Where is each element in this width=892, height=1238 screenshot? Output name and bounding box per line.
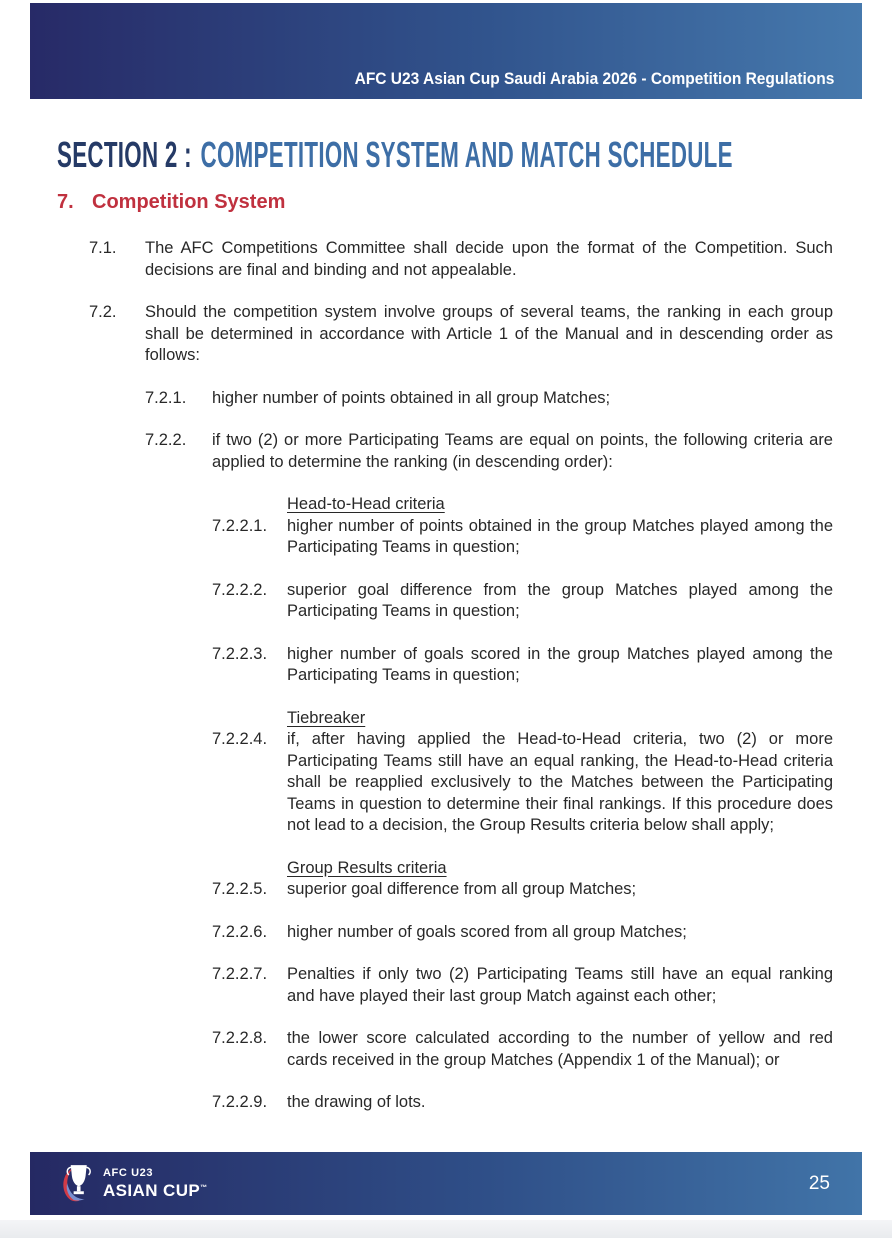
section-title: COMPETITION SYSTEM AND MATCH SCHEDULE	[200, 134, 733, 175]
clause-number: 7.2.2.1.	[212, 516, 268, 535]
clause-text: higher number of goals scored from all group Matches;	[287, 922, 687, 941]
clause-7-2-2-5	[0, 858, 833, 901]
criteria-heading-tiebreaker: Tiebreaker	[287, 708, 366, 727]
clause-number: 7.2.2.	[145, 431, 187, 449]
clause-number: 7.2.2.9.	[212, 1093, 268, 1111]
clause-7-2-2-4	[0, 708, 833, 837]
clause-number: 7.2.	[89, 303, 117, 321]
header-banner	[30, 3, 862, 99]
section-title-line	[57, 134, 733, 176]
article-title: Competition System	[92, 191, 286, 213]
clause-text: Should the competition system involve groups of several teams, the ranking in each group shall be determined in accordance with Article 1 of the Manual and in descending order as follows:	[145, 303, 833, 364]
clause-number: 7.2.2.6.	[212, 922, 268, 941]
clause-text: higher number of goals scored in the group Matches played among the Participating Teams in question;	[287, 644, 833, 684]
clause-7-2-2	[0, 430, 833, 473]
clause-7-2-2-3	[0, 644, 833, 687]
clause-7-2-2-7	[0, 964, 833, 1007]
clause-text: higher number of points obtained in the group Matches played among the Participating Teams in question;	[287, 516, 833, 556]
article-heading	[57, 191, 285, 214]
clause-7-2	[0, 302, 833, 367]
clause-number: 7.2.2.7.	[212, 965, 268, 983]
trademark-symbol: ™	[200, 1184, 208, 1192]
criteria-heading-group-results: Group Results criteria	[287, 858, 447, 877]
clause-text: superior goal difference from the group Matches played among the Participating Teams in question;	[287, 580, 833, 620]
clause-text: the drawing of lots.	[287, 1093, 426, 1111]
clause-text: the lower score calculated according to the number of yellow and red cards received in the group Matches (Appendix 1 of the Manual); or	[287, 1029, 833, 1069]
afc-u23-asian-cup-logo	[62, 1161, 208, 1207]
footer-banner	[30, 1152, 862, 1215]
clause-text: if two (2) or more Participating Teams are equal on points, the following criteria are applied to determine the ranking (in descending order):	[212, 431, 833, 471]
logo-text-asian-cup: ASIAN CUP™	[103, 1181, 208, 1200]
clause-number: 7.2.2.8.	[212, 1029, 268, 1047]
page-number: 25	[808, 1172, 830, 1194]
clause-text: superior goal difference from all group Matches;	[287, 880, 637, 898]
clause-number: 7.1.	[89, 239, 117, 257]
criteria-heading-head-to-head: Head-to-Head criteria	[287, 495, 445, 513]
section-label: SECTION 2 :	[57, 134, 192, 175]
clause-text: The AFC Competitions Committee shall decide upon the format of the Competition. Such decisions are final and binding and not appealable.	[145, 239, 833, 279]
clause-number: 7.2.2.5.	[212, 880, 268, 898]
clause-text: higher number of points obtained in all group Matches;	[212, 388, 611, 407]
article-number: 7.	[57, 191, 74, 213]
clause-7-2-2-1	[0, 494, 833, 559]
clause-number: 7.2.2.2.	[212, 580, 268, 599]
logo-text-afc-u23: AFC U23	[103, 1167, 154, 1179]
clause-7-2-2-6	[0, 922, 833, 944]
header-title: AFC U23 Asian Cup Saudi Arabia 2026 - Competition Regulations	[354, 70, 834, 88]
page-bottom-edge	[0, 1220, 892, 1238]
clause-number: 7.2.1.	[145, 388, 187, 407]
clause-7-2-2-8	[0, 1028, 833, 1071]
clause-7-2-2-2	[0, 580, 833, 623]
clause-7-2-1	[0, 388, 833, 410]
clause-number: 7.2.2.4.	[212, 730, 268, 748]
trophy-icon	[62, 1161, 94, 1207]
clause-7-2-2-9	[0, 1092, 833, 1114]
clause-number: 7.2.2.3.	[212, 644, 268, 663]
clause-7-1	[0, 238, 833, 281]
clause-text: if, after having applied the Head-to-Head criteria, two (2) or more Participating Teams still have an equal ranking, the Head-to-Head criteria shall be reapplied exclusively to the Matches between the Participating Teams in question to determine their final rankings. If this procedure does not lead to a decision, the Group Results criteria below shall apply;	[287, 730, 833, 834]
logo-text	[103, 1168, 208, 1199]
clause-list	[0, 238, 892, 1135]
clause-text: Penalties if only two (2) Participating Teams still have an equal ranking and have played their last group Match against each other;	[287, 965, 833, 1005]
